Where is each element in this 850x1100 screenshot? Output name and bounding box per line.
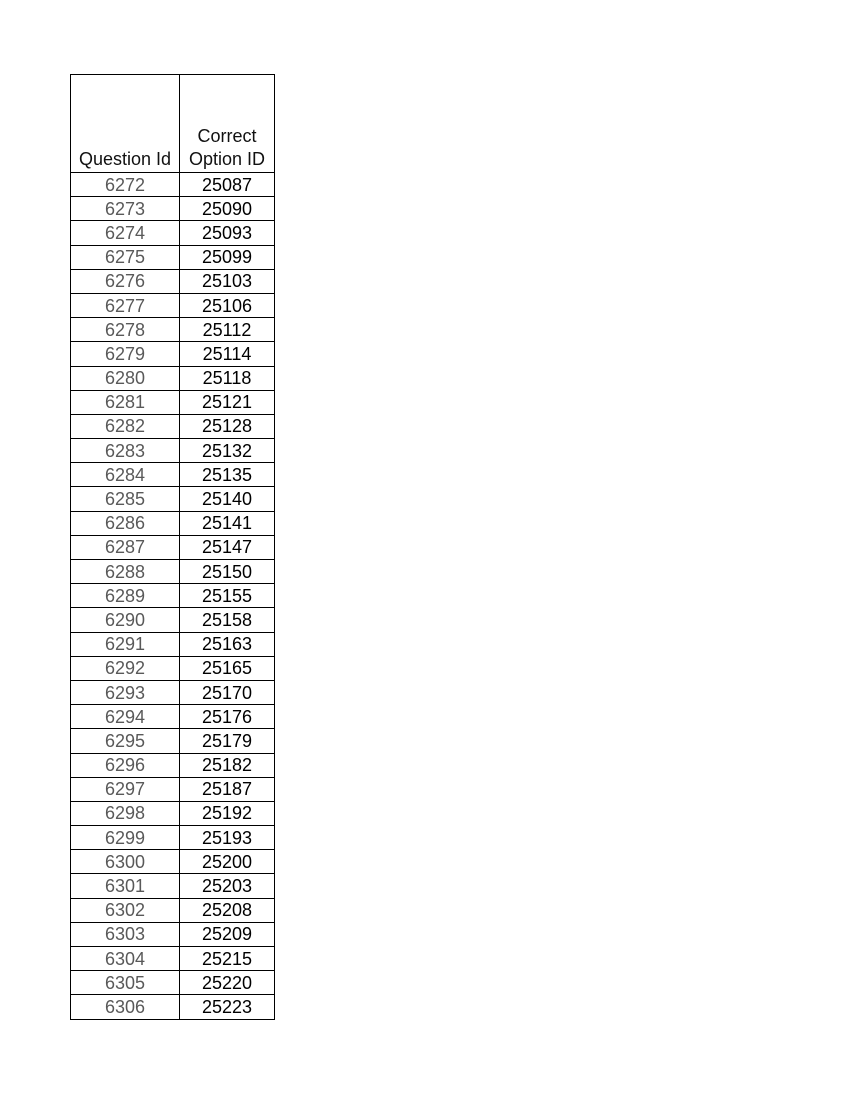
- table-row: [71, 801, 275, 825]
- question-id-cell: 6272: [71, 173, 180, 197]
- table-row: [71, 656, 275, 680]
- table-row: [71, 293, 275, 317]
- correct-option-id-cell: 25200: [180, 850, 275, 874]
- question-id-cell: 6273: [71, 197, 180, 221]
- correct-option-id-cell: 25193: [180, 826, 275, 850]
- correct-option-id-cell: 25147: [180, 535, 275, 559]
- table-row: [71, 366, 275, 390]
- correct-option-id-cell: 25176: [180, 705, 275, 729]
- correct-option-id-cell: 25208: [180, 898, 275, 922]
- question-id-cell: 6274: [71, 221, 180, 245]
- table-row: [71, 173, 275, 197]
- question-id-cell: 6294: [71, 705, 180, 729]
- correct-option-id-cell: 25215: [180, 947, 275, 971]
- correct-option-id-cell: 25220: [180, 971, 275, 995]
- table-row: [71, 414, 275, 438]
- correct-option-id-cell: 25114: [180, 342, 275, 366]
- correct-option-id-cell: 25106: [180, 293, 275, 317]
- correct-option-id-cell: 25140: [180, 487, 275, 511]
- question-id-cell: 6286: [71, 511, 180, 535]
- question-id-cell: 6279: [71, 342, 180, 366]
- table-row: [71, 922, 275, 946]
- question-id-cell: 6292: [71, 656, 180, 680]
- correct-option-id-cell: 25112: [180, 318, 275, 342]
- question-id-cell: 6287: [71, 535, 180, 559]
- correct-option-id-cell: 25182: [180, 753, 275, 777]
- correct-option-id-cell: 25128: [180, 414, 275, 438]
- question-id-cell: 6284: [71, 463, 180, 487]
- table-row: [71, 439, 275, 463]
- table-row: [71, 342, 275, 366]
- question-id-cell: 6306: [71, 995, 180, 1019]
- question-id-cell: 6302: [71, 898, 180, 922]
- question-id-cell: 6285: [71, 487, 180, 511]
- table-row: [71, 705, 275, 729]
- correct-option-id-cell: 25099: [180, 245, 275, 269]
- question-id-cell: 6303: [71, 922, 180, 946]
- table-row: [71, 826, 275, 850]
- correct-option-id-cell: 25158: [180, 608, 275, 632]
- header-row: [71, 75, 275, 173]
- question-id-cell: 6304: [71, 947, 180, 971]
- correct-option-id-cell: 25103: [180, 269, 275, 293]
- question-id-cell: 6298: [71, 801, 180, 825]
- question-id-cell: 6281: [71, 390, 180, 414]
- table-row: [71, 318, 275, 342]
- table-row: [71, 874, 275, 898]
- table-row: [71, 850, 275, 874]
- correct-option-id-cell: 25165: [180, 656, 275, 680]
- correct-option-id-cell: 25087: [180, 173, 275, 197]
- question-id-header-label: Question Id: [78, 149, 172, 169]
- correct-option-id-cell: 25090: [180, 197, 275, 221]
- table-row: [71, 463, 275, 487]
- correct-option-id-cell: 25121: [180, 390, 275, 414]
- question-id-cell: 6276: [71, 269, 180, 293]
- correct-option-id-cell: 25179: [180, 729, 275, 753]
- table-row: [71, 535, 275, 559]
- correct-option-id-cell: 25170: [180, 680, 275, 704]
- table-row: [71, 995, 275, 1019]
- table-row: [71, 947, 275, 971]
- correct-option-id-cell: 25203: [180, 874, 275, 898]
- correct-option-id-header-line1: Correct: [197, 126, 257, 146]
- table-row: [71, 584, 275, 608]
- question-id-cell: 6275: [71, 245, 180, 269]
- table-row: [71, 777, 275, 801]
- question-id-cell: 6282: [71, 414, 180, 438]
- question-id-cell: 6280: [71, 366, 180, 390]
- table-row: [71, 632, 275, 656]
- table-row: [71, 221, 275, 245]
- table-row: [71, 560, 275, 584]
- table-row: [71, 753, 275, 777]
- correct-option-id-cell: 25163: [180, 632, 275, 656]
- question-id-cell: 6291: [71, 632, 180, 656]
- correct-option-id-cell: 25150: [180, 560, 275, 584]
- table-row: [71, 390, 275, 414]
- question-id-cell: 6290: [71, 608, 180, 632]
- correct-option-id-cell: 25118: [180, 366, 275, 390]
- correct-option-id-header-line2: Option ID: [188, 149, 266, 169]
- table-row: [71, 245, 275, 269]
- question-id-cell: 6297: [71, 777, 180, 801]
- table-row: [71, 680, 275, 704]
- table-row: [71, 487, 275, 511]
- question-id-cell: 6295: [71, 729, 180, 753]
- table-row: [71, 729, 275, 753]
- question-id-cell: 6296: [71, 753, 180, 777]
- question-id-cell: 6277: [71, 293, 180, 317]
- table-header: [71, 75, 275, 173]
- correct-option-id-header: [180, 75, 275, 173]
- correct-option-id-cell: 25093: [180, 221, 275, 245]
- question-id-cell: 6301: [71, 874, 180, 898]
- correct-option-id-cell: 25223: [180, 995, 275, 1019]
- correct-option-id-cell: 25141: [180, 511, 275, 535]
- table-row: [71, 608, 275, 632]
- correct-option-id-cell: 25135: [180, 463, 275, 487]
- question-id-cell: 6305: [71, 971, 180, 995]
- table-row: [71, 971, 275, 995]
- question-id-cell: 6278: [71, 318, 180, 342]
- question-id-cell: 6288: [71, 560, 180, 584]
- table-body: [71, 173, 275, 1020]
- question-id-cell: 6289: [71, 584, 180, 608]
- correct-option-id-cell: 25192: [180, 801, 275, 825]
- question-id-cell: 6293: [71, 680, 180, 704]
- correct-option-id-cell: 25155: [180, 584, 275, 608]
- question-id-cell: 6283: [71, 439, 180, 463]
- table-row: [71, 511, 275, 535]
- table-row: [71, 197, 275, 221]
- question-id-header: [71, 75, 180, 173]
- question-id-cell: 6300: [71, 850, 180, 874]
- correct-option-id-cell: 25132: [180, 439, 275, 463]
- correct-option-id-cell: 25187: [180, 777, 275, 801]
- table-row: [71, 269, 275, 293]
- correct-option-id-cell: 25209: [180, 922, 275, 946]
- question-id-cell: 6299: [71, 826, 180, 850]
- table-row: [71, 898, 275, 922]
- answer-key-table: [70, 74, 275, 1020]
